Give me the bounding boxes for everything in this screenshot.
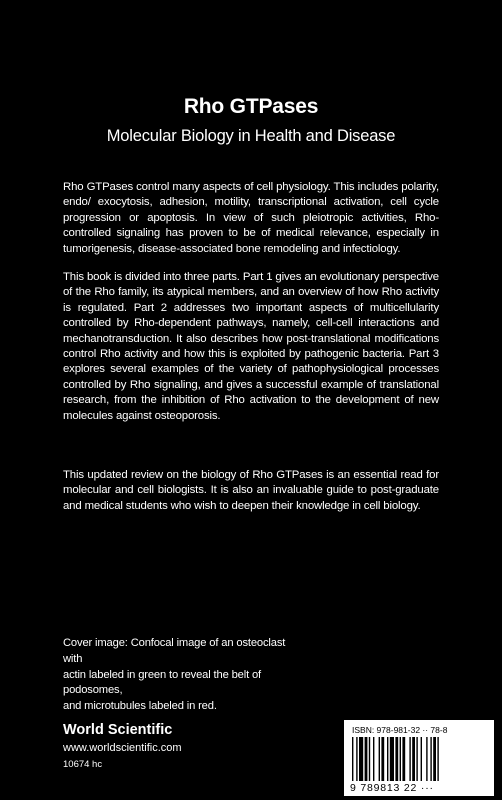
barcode-bar	[416, 737, 417, 781]
description-paragraph-3: This updated review on the biology of Rho GTPases is an essential read for molecular and cell biologists. It is also an invaluable guide to post-graduate and medical students who wish to deepen their knowledge in cell biology.	[63, 469, 439, 512]
product-code: 10674 hc	[63, 759, 103, 770]
barcode-bar	[381, 737, 384, 781]
barcode-bar	[400, 737, 401, 781]
barcode-number: 9 789813 22 ···	[350, 782, 434, 794]
barcode-bar	[437, 737, 438, 781]
barcode-bar	[356, 737, 357, 781]
barcode-bar	[379, 737, 380, 781]
isbn-barcode	[344, 720, 494, 796]
book-subtitle: Molecular Biology in Health and Disease	[106, 127, 396, 145]
barcode-bar	[373, 737, 374, 781]
description-paragraph-1: Rho GTPases control many aspects of cell physiology. This includes polarity, endo/ exocytosis, adhesion, motility, transcriptional activation, cell cycle progression or apoptosis. In view of such pleiotropic activities, Rho-controlled signaling has proven to be of medical relevance, especially in tumorigenesis, disease-associated bone remodeling and infectiology.	[63, 181, 439, 255]
barcode-bar	[421, 737, 422, 781]
barcode-bar	[409, 737, 410, 781]
barcode-bar	[365, 737, 368, 781]
barcode-bar	[359, 737, 363, 781]
barcode-bar	[430, 737, 431, 781]
barcode-bar	[395, 737, 398, 781]
cover-note-line-3: and microtubules labeled in red.	[63, 700, 217, 713]
barcode-bar	[387, 737, 388, 781]
cover-image-note	[63, 636, 303, 715]
barcode-bar	[426, 737, 427, 781]
publisher-website: www.worldscientific.com	[63, 742, 182, 754]
book-title: Rho GTPases	[183, 95, 319, 118]
barcode-bars	[352, 737, 486, 781]
barcode-bar	[412, 737, 415, 781]
description-paragraph-2: This book is divided into three parts. Part 1 gives an evolutionary perspective of the Rho family, its atypical members, and an overview of how Rho activity is regulated. Part 2 addresses two important aspects of multicellularity controlled by Rho-dependent pathways, namely, cell-cell interactions and mechanotransduction. It also describes how post-translational modifications control Rho activity and how this is exploited by pathogenic bacteria. Part 3 explores several examples of the variety of pathophysiological processes controlled by Rho signaling, and gives a successful example of translational research, from the inhibition of Rho activation to the development of new molecules against osteoporosis.	[63, 271, 439, 422]
publisher-name: World Scientific	[63, 722, 173, 738]
barcode-bar	[402, 737, 405, 781]
barcode-bar	[352, 737, 353, 781]
isbn-label: ISBN: 978-981-32 ·· 78-8	[352, 725, 448, 735]
cover-note-line-2: actin labeled in green to reveal the belt of podosomes,	[63, 668, 262, 697]
barcode-bar	[390, 737, 394, 781]
barcode-bar	[433, 737, 436, 781]
cover-note-line-1: Cover image: Confocal image of an osteoclast with	[63, 637, 286, 665]
barcode-bar	[369, 737, 370, 781]
